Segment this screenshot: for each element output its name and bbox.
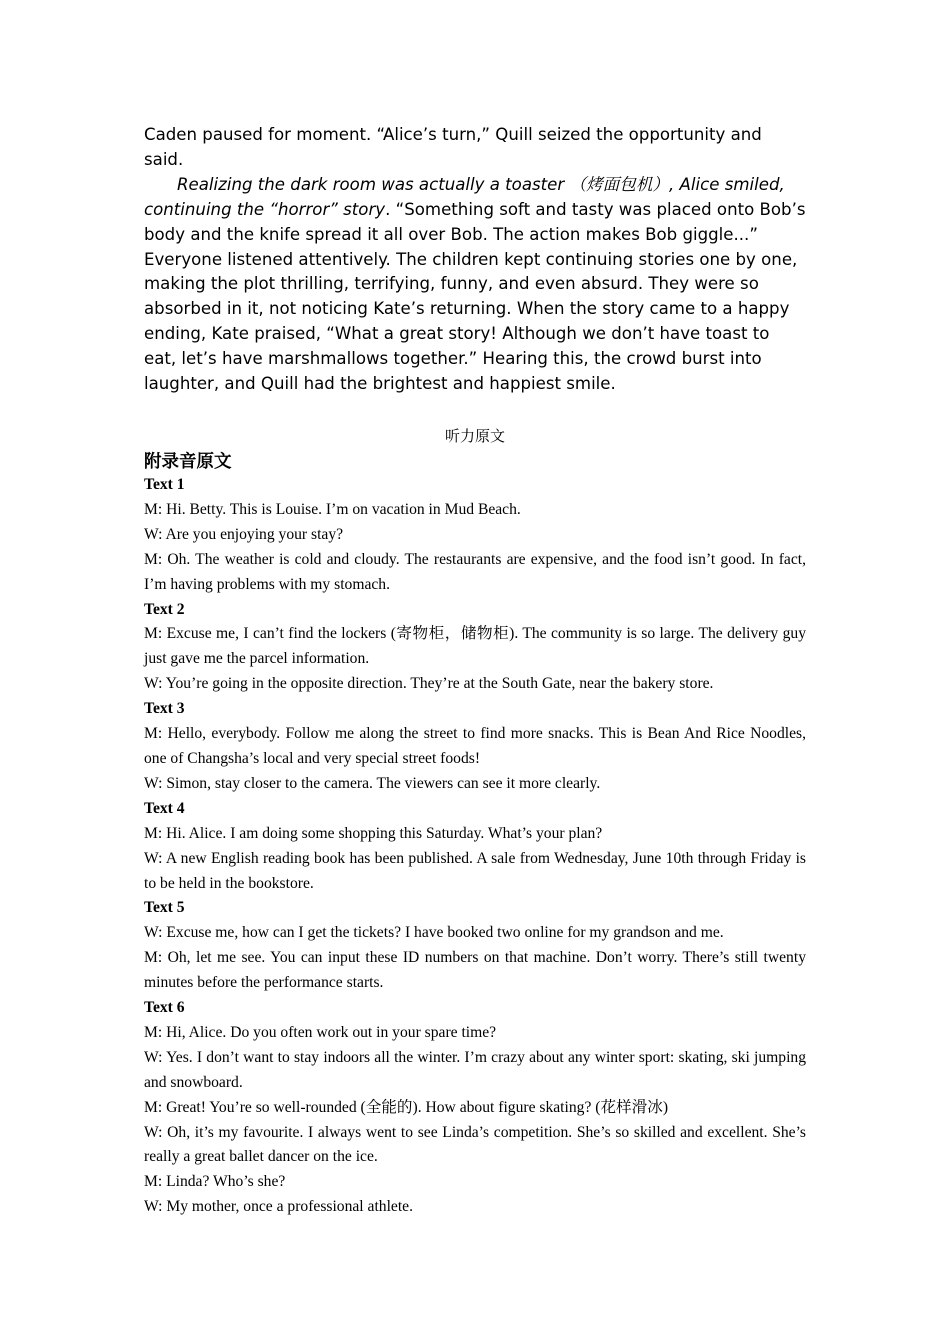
dialogue-line: M: Linda? Who’s she?: [144, 1173, 286, 1191]
listening-transcript: [144, 473, 806, 1220]
dialogue-line: M: Oh. The weather is cold and cloudy. The restaurants are expensive, and the food isn’t good. In fact, I’m having problems with my stomach.: [144, 550, 806, 593]
dialogue-line: M: Hi. Alice. I am doing some shopping this Saturday. What’s your plan?: [144, 824, 603, 842]
dialogue-line: M: Great! You’re so well-rounded (全能的). How about figure skating? (花样滑冰): [144, 1098, 669, 1116]
dialogue-line: W: Oh, it’s my favourite. I always went to see Linda’s competition. She’s so skilled and excellent. She’s really a great ballet dancer on the ice.: [144, 1123, 806, 1166]
text-heading: Text 1: [144, 476, 185, 493]
story-section: [144, 123, 806, 397]
dialogue-line: W: Simon, stay closer to the camera. The viewers can see it more clearly.: [144, 774, 601, 792]
text-heading: Text 4: [144, 799, 185, 817]
dialogue-line: W: Excuse me, how can I get the tickets? I have booked two online for my grandson and me.: [144, 924, 724, 942]
dialogue-line: M: Hi. Betty. This is Louise. I’m on vacation in Mud Beach.: [144, 500, 521, 518]
story-paragraph-2-rest: . “Something soft and tasty was placed onto Bob’s body and the knife spread it all over Bob. The action makes Bob giggle...” Everyone listened attentively. The children kept continuing stories one by one, making the plot thrilling, terrifying, funny, and even absurd. They were so absorbed in it, not noticing Kate’s returning. When the story came to a happy ending, Kate praised, “What a great story! Although we don’t have toast to eat, let’s have marshmallows together.” Hearing this, the crowd burst into laughter, and Quill had the brightest and happiest smile.: [144, 199, 806, 394]
story-paragraph-1: Caden paused for moment. “Alice’s turn,” Quill seized the opportunity and said.: [144, 125, 762, 169]
story-paragraph-2: [144, 173, 806, 397]
text-heading: Text 3: [144, 700, 185, 718]
dialogue-line: W: Yes. I don’t want to stay indoors all the winter. I’m crazy about any winter sport: skating, ski jumping and snowboard.: [144, 1048, 806, 1091]
story-italic-phrase: Realizing the dark room was actually a toaster （烤面包机）, Alice smiled, continuing the “horror” story: [144, 174, 785, 219]
dialogue-line: W: My mother, once a professional athlete.: [144, 1198, 413, 1216]
text-heading: Text 2: [144, 600, 185, 618]
appendix-title: 附录音原文: [144, 452, 232, 472]
dialogue-line: W: You’re going in the opposite direction. They’re at the South Gate, near the bakery store.: [144, 675, 714, 693]
dialogue-line: M: Oh, let me see. You can input these ID numbers on that machine. Don’t worry. There’s still twenty minutes before the performance starts.: [144, 949, 806, 992]
dialogue-line: W: A new English reading book has been published. A sale from Wednesday, June 10th through Friday is to be held in the bookstore.: [144, 849, 806, 892]
dialogue-line: M: Hi, Alice. Do you often work out in your spare time?: [144, 1023, 497, 1041]
dialogue-line: W: Are you enjoying your stay?: [144, 525, 344, 543]
text-heading: Text 6: [144, 999, 185, 1017]
section-title: 听力原文: [444, 427, 505, 445]
dialogue-line: M: Excuse me, I can’t find the lockers (寄物柜，储物柜). The community is so large. The delivery guy just gave me the parcel information.: [144, 625, 806, 668]
text-heading: Text 5: [144, 899, 185, 917]
dialogue-line: M: Hello, everybody. Follow me along the street to find more snacks. This is Bean And Rice Noodles, one of Changsha’s local and very special street foods!: [144, 725, 806, 767]
